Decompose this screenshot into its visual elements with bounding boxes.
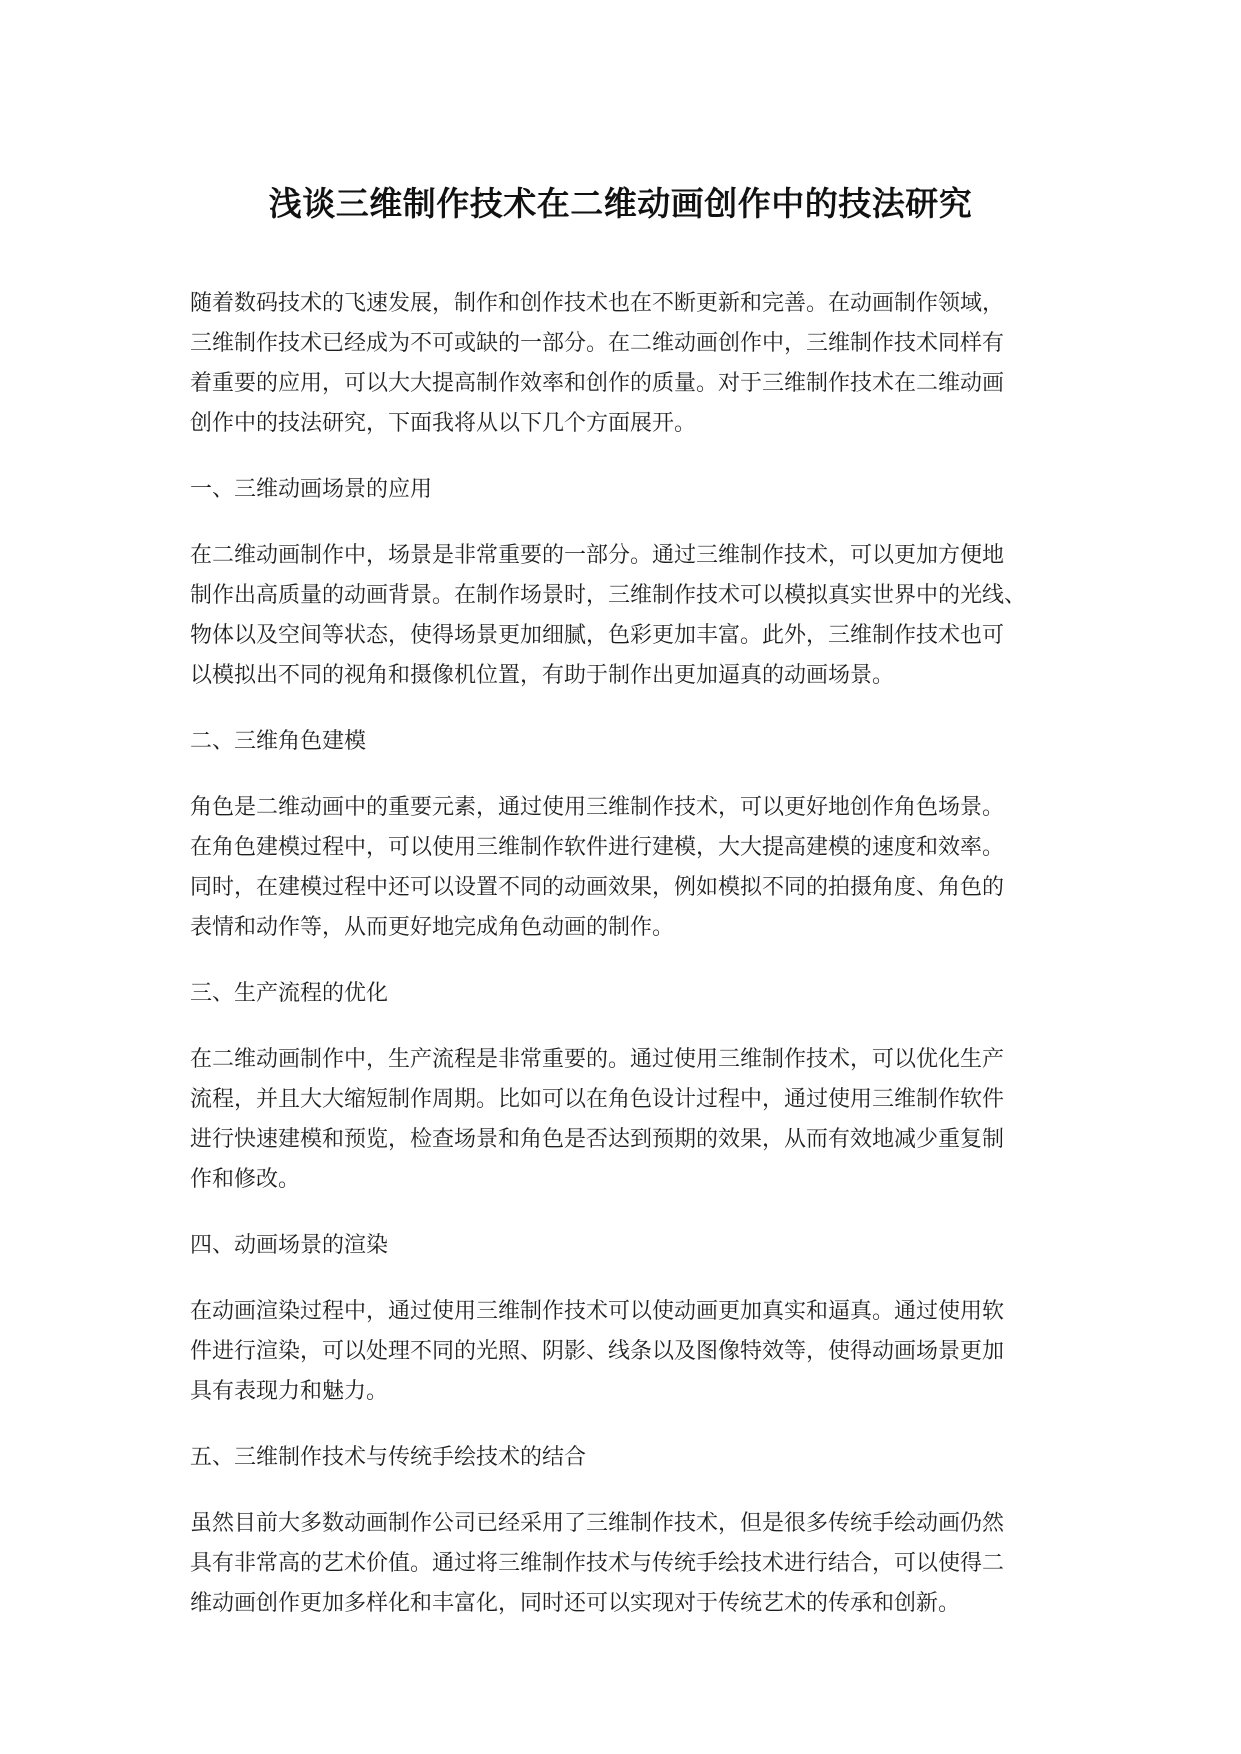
paragraph-line: 角色是二维动画中的重要元素，通过使用三维制作技术，可以更好地创作角色场景。 — [190, 795, 1005, 820]
paragraph-line: 在动画渲染过程中，通过使用三维制作技术可以使动画更加真实和逼真。通过使用软 — [190, 1299, 1005, 1324]
section-paragraph-2 — [190, 788, 1070, 948]
section-heading-5: 五、三维制作技术与传统手绘技术的结合 — [190, 1445, 587, 1470]
section-heading-2: 二、三维角色建模 — [190, 729, 367, 754]
paragraph-line: 以模拟出不同的视角和摄像机位置，有助于制作出更加逼真的动画场景。 — [190, 663, 895, 688]
section-heading-3: 三、生产流程的优化 — [190, 981, 389, 1006]
paragraph-line: 同时，在建模过程中还可以设置不同的动画效果，例如模拟不同的拍摄角度、角色的 — [190, 875, 1005, 900]
section-heading-1: 一、三维动画场景的应用 — [190, 477, 433, 502]
paragraph-line: 维动画创作更加多样化和丰富化，同时还可以实现对于传统艺术的传承和创新。 — [190, 1591, 961, 1616]
paragraph-line: 表情和动作等，从而更好地完成角色动画的制作。 — [190, 915, 675, 940]
paragraph-line: 进行快速建模和预览，检查场景和角色是否达到预期的效果，从而有效地减少重复制 — [190, 1127, 1005, 1152]
paragraph-line: 在二维动画制作中，生产流程是非常重要的。通过使用三维制作技术，可以优化生产 — [190, 1047, 1005, 1072]
document-title: 浅谈三维制作技术在二维动画创作中的技法研究 — [268, 184, 973, 223]
section-paragraph-4 — [190, 1292, 1070, 1412]
section-paragraph-3 — [190, 1040, 1070, 1200]
paragraph-line: 流程，并且大大缩短制作周期。比如可以在角色设计过程中，通过使用三维制作软件 — [190, 1087, 1005, 1112]
paragraph-line: 在二维动画制作中，场景是非常重要的一部分。通过三维制作技术，可以更加方便地 — [190, 543, 1005, 568]
section-paragraph-5 — [190, 1504, 1070, 1624]
paragraph-line: 具有非常高的艺术价值。通过将三维制作技术与传统手绘技术进行结合，可以使得二 — [190, 1551, 1005, 1576]
paragraph-line: 制作出高质量的动画背景。在制作场景时，三维制作技术可以模拟真实世界中的光线、 — [190, 583, 1027, 608]
section-heading-4: 四、动画场景的渲染 — [190, 1233, 389, 1258]
paragraph-line: 在角色建模过程中，可以使用三维制作软件进行建模，大大提高建模的速度和效率。 — [190, 835, 1005, 860]
intro-paragraph — [190, 284, 1070, 444]
paragraph-line: 具有表现力和魅力。 — [190, 1379, 389, 1404]
document-body — [190, 284, 1070, 1650]
section-paragraph-1 — [190, 536, 1070, 696]
paragraph-line: 作和修改。 — [190, 1167, 301, 1192]
paragraph-line: 随着数码技术的飞速发展，制作和创作技术也在不断更新和完善。在动画制作领域， — [190, 291, 1005, 316]
paragraph-line: 件进行渲染，可以处理不同的光照、阴影、线条以及图像特效等，使得动画场景更加 — [190, 1339, 1005, 1364]
paragraph-line: 着重要的应用，可以大大提高制作效率和创作的质量。对于三维制作技术在二维动画 — [190, 371, 1005, 396]
paragraph-line: 三维制作技术已经成为不可或缺的一部分。在二维动画创作中，三维制作技术同样有 — [190, 331, 1005, 356]
paragraph-line: 虽然目前大多数动画制作公司已经采用了三维制作技术，但是很多传统手绘动画仍然 — [190, 1511, 1005, 1536]
paragraph-line: 创作中的技法研究，下面我将从以下几个方面展开。 — [190, 411, 697, 436]
paragraph-line: 物体以及空间等状态，使得场景更加细腻，色彩更加丰富。此外，三维制作技术也可 — [190, 623, 1005, 648]
